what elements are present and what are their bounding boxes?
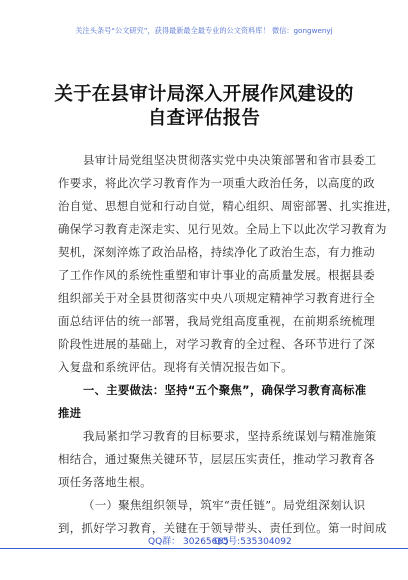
body-line: 面总结评估的统一部署，我局党组高度重视，在前期系统梳理 xyxy=(58,314,375,328)
body-line: 项任务落地生根。 xyxy=(58,475,152,489)
body-line: 组织部关于对全县贯彻落实中央八项规定精神学习教育进行全 xyxy=(58,291,375,305)
body-line: （一）聚焦组织领导，筑牢“责任链”。局党组深刻认识 xyxy=(83,498,366,512)
body-line: 了工作作风的系统性重塑和审计事业的高质量发展。根据县委 xyxy=(58,268,375,282)
body-line: 我局紧扣学习教育的目标要求，坚持系统谋划与精准施策 xyxy=(83,429,377,443)
qq-contact-number: QQ号:535304092 xyxy=(214,537,292,547)
top-banner: 关注头条号“公文研究”，获得最新最全最专业的公文资料库！ 微信：gongwenyj xyxy=(75,26,333,35)
document-title-line-2: 自查评估报告 xyxy=(147,108,261,129)
qq-group-number: QQ群： 30265665 xyxy=(148,537,229,547)
footer-divider xyxy=(0,548,408,549)
body-line: 作要求，将此次学习教育作为一项重大政治任务，以高度的政 xyxy=(58,176,375,190)
body-line: 相结合，通过聚焦关键环节，层层压实责任，推动学习教育各 xyxy=(58,452,375,466)
body-line: 确保学习教育走深走实、见行见效。全局上下以此次学习教育为 xyxy=(58,222,387,236)
section-heading: 一、主要做法：坚持“五个聚焦”，确保学习教育高标准 xyxy=(83,384,367,397)
body-line: 县审计局党组坚决贯彻落实党中央决策部署和省市县委工 xyxy=(83,153,377,167)
body-line: 入复盘和系统评估。现将有关情况报告如下。 xyxy=(58,360,293,374)
section-heading-continued: 推进 xyxy=(58,407,82,420)
body-line: 阶段性进展的基础上，对学习教育的全过程、各环节进行了深 xyxy=(58,337,375,351)
body-line: 治自觉、思想自觉和行动自觉，精心组织、周密部署、扎实推进， xyxy=(58,199,399,213)
document-title-line-1: 关于在县审计局深入开展作风建设的 xyxy=(54,84,354,105)
body-line: 到，抓好学习教育，关键在于领导带头、责任到位。第一时间成 xyxy=(58,521,387,535)
body-line: 契机，深刻淬炼了政治品格，持续净化了政治生态，有力推动 xyxy=(58,245,375,259)
